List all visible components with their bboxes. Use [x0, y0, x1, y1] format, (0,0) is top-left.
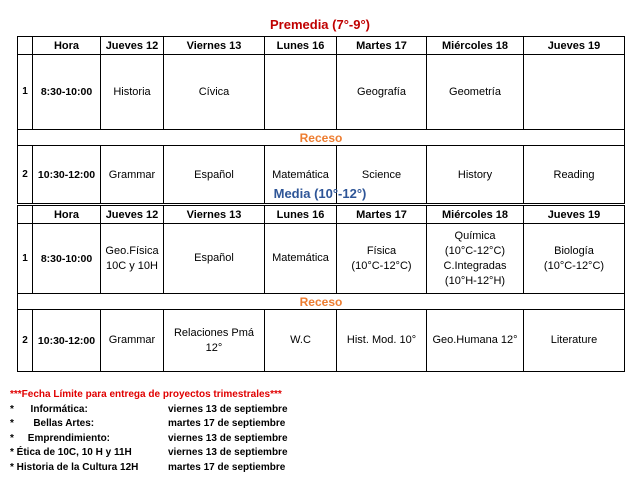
row-number: 1	[18, 224, 33, 294]
premedia-schedule-table	[17, 36, 625, 204]
class-cell: Science	[337, 146, 427, 204]
column-header: Jueves 19	[524, 37, 625, 55]
note-item	[10, 417, 288, 432]
cell-line: W.C	[290, 334, 311, 346]
class-cell: Español	[164, 146, 265, 204]
cell-line: Relaciones Pmá	[173, 326, 255, 339]
note-date: viernes 13 de septiembre	[168, 403, 288, 415]
note-item	[10, 461, 288, 476]
class-cell: History	[427, 146, 524, 204]
column-header: Viernes 13	[164, 37, 265, 55]
cell-line: Español	[194, 252, 234, 264]
note-date: martes 17 de septiembre	[168, 418, 286, 429]
row-number: 1	[18, 55, 33, 130]
class-cell: Grammar	[101, 146, 164, 204]
class-cell	[524, 224, 625, 294]
cell-line: Física	[366, 244, 397, 257]
note-item	[10, 446, 288, 461]
cell-line: (10°C-12°C)	[351, 259, 412, 272]
cell-line: 10C y 10H	[106, 259, 158, 272]
note-label: * Emprendimiento:	[10, 432, 111, 444]
class-cell	[265, 55, 337, 130]
table-row	[18, 310, 625, 372]
class-cell	[337, 310, 427, 372]
table-row	[18, 55, 625, 130]
column-header: Hora	[33, 37, 101, 55]
class-cell	[164, 310, 265, 372]
premedia-title: Premedia (7°-9°)	[270, 17, 370, 32]
class-cell: Historia	[101, 55, 164, 130]
note-item	[10, 403, 288, 418]
cell-line: Geo.Física	[105, 244, 159, 257]
class-cell	[524, 55, 625, 130]
class-cell: Geometría	[427, 55, 524, 130]
class-cell	[524, 310, 625, 372]
class-cell: Geografía	[337, 55, 427, 130]
class-cell: Matemática	[265, 146, 337, 204]
column-header: Lunes 16	[265, 37, 337, 55]
note-item	[10, 432, 288, 447]
class-cell	[265, 310, 337, 372]
cell-line: Química	[454, 229, 496, 242]
note-label: * Bellas Artes:	[10, 418, 95, 429]
class-cell: Reading	[524, 146, 625, 204]
note-date: viernes 13 de septiembre	[168, 447, 288, 458]
class-cell	[427, 310, 524, 372]
note-date: martes 17 de septiembre	[168, 461, 286, 473]
table-row	[18, 224, 625, 294]
receso-row	[18, 130, 625, 146]
column-header: Viernes 13	[164, 206, 265, 224]
hora-cell: 10:30-12:00	[33, 146, 101, 204]
header-row	[18, 206, 625, 224]
note-date: viernes 13 de septiembre	[168, 432, 288, 444]
class-cell	[427, 224, 524, 294]
column-header: Martes 17	[337, 37, 427, 55]
cell-line: (10°C-12°C)	[444, 244, 506, 257]
column-header: Lunes 16	[265, 206, 337, 224]
class-cell	[337, 224, 427, 294]
cell-line: Literature	[550, 334, 598, 346]
cell-line: Matemática	[272, 252, 329, 264]
note-label: * Ética de 10C, 10 H y 11H	[10, 447, 132, 458]
class-cell: Cívica	[164, 55, 265, 130]
header-row	[18, 37, 625, 55]
column-header: Miércoles 18	[427, 206, 524, 224]
media-schedule-table	[17, 205, 625, 372]
receso-label: Receso	[18, 130, 625, 146]
cell-line: C.Integradas	[443, 259, 507, 272]
column-header: Hora	[33, 206, 101, 224]
cell-line: (10°H-12°H)	[444, 274, 506, 287]
cell-line: Biología	[554, 244, 594, 257]
hora-cell: 8:30-10:00	[33, 55, 101, 130]
column-header: Jueves 19	[524, 206, 625, 224]
column-header: Jueves 12	[101, 37, 164, 55]
class-cell	[265, 224, 337, 294]
cell-line: Hist. Mod. 10°	[346, 334, 417, 346]
column-header: Miércoles 18	[427, 37, 524, 55]
cell-line: Grammar	[108, 334, 156, 346]
note-label: * Informática:	[10, 403, 88, 415]
row-number: 2	[18, 310, 33, 372]
hora-cell: 8:30-10:00	[33, 224, 101, 294]
receso-row	[18, 294, 625, 310]
row-number: 2	[18, 146, 33, 204]
column-header	[18, 37, 33, 55]
cell-line: (10°C-12°C)	[543, 259, 605, 272]
note-label: * Historia de la Cultura 12H	[10, 461, 139, 473]
class-cell	[101, 224, 164, 294]
notes-heading: ***Fecha Límite para entrega de proyectos trimestrales***	[10, 389, 282, 400]
column-header	[18, 206, 33, 224]
column-header: Jueves 12	[101, 206, 164, 224]
column-header: Martes 17	[337, 206, 427, 224]
hora-cell: 10:30-12:00	[33, 310, 101, 372]
deadline-notes	[10, 388, 288, 475]
class-cell	[164, 224, 265, 294]
cell-line: Geo.Humana 12°	[432, 334, 518, 346]
media-title: Media (10°-12°)	[273, 186, 367, 201]
cell-line: 12°	[205, 341, 223, 354]
class-cell	[101, 310, 164, 372]
receso-label: Receso	[18, 294, 625, 310]
